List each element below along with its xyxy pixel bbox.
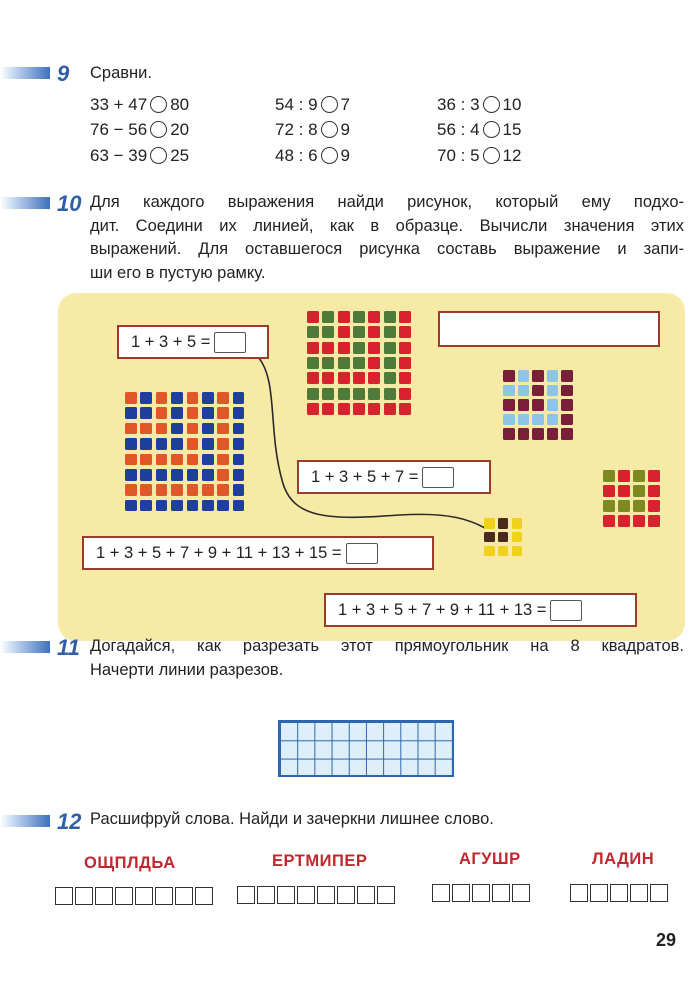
expression-box-1 <box>117 325 269 359</box>
grid-8x8-square <box>171 392 183 404</box>
grid-8x8-square <box>140 484 152 496</box>
grid-5x5-square <box>532 385 544 397</box>
task-12-instruction: Расшифруй слова. Найди и зачеркни лишнее слово. <box>90 810 494 828</box>
grid-5x5-square <box>518 414 530 426</box>
grid-7x7-square <box>368 357 380 369</box>
grid-8x8-square <box>171 469 183 481</box>
grid-8x8-square <box>171 438 183 450</box>
grid-8x8-square <box>233 469 245 481</box>
grid-5x5-square <box>547 385 559 397</box>
grid-7x7-square <box>384 403 396 415</box>
comparison-left: 63 − 39 <box>90 146 148 165</box>
grid-7x7-square <box>384 342 396 354</box>
grid-7x7-square <box>338 372 350 384</box>
task-11-number: 11 <box>57 635 80 660</box>
grid-4x4-square <box>633 515 645 527</box>
grid-3x3-square <box>484 518 495 529</box>
grid-7x7-square <box>368 372 380 384</box>
grid-8x8-square <box>156 469 168 481</box>
grid-8x8-square <box>202 407 214 419</box>
grid-8x8-square <box>125 500 137 512</box>
comparison-right: 9 <box>340 120 351 139</box>
grid-7x7-square <box>353 388 365 400</box>
grid-7x7-square <box>307 357 319 369</box>
grid-8x8-square <box>156 423 168 435</box>
task-11-instruction <box>90 635 684 682</box>
grid-7x7-square <box>353 403 365 415</box>
answer-letter-boxes-3[interactable] <box>432 884 530 902</box>
answer-box[interactable] <box>214 332 246 353</box>
grid-8x8-square <box>233 392 245 404</box>
grid-8x8-square <box>202 454 214 466</box>
grid-4x4-square <box>648 485 660 497</box>
grid-8x8-square <box>202 438 214 450</box>
grid-8x8-square <box>156 454 168 466</box>
grid-7x7-square <box>353 357 365 369</box>
grid-5x5-square <box>503 428 515 440</box>
grid-7x7-square <box>322 326 334 338</box>
task-11-line: Начерти линии разрезов. <box>90 660 284 679</box>
grid-8x8-square <box>217 500 229 512</box>
grid-7x7-square <box>322 403 334 415</box>
grid-5x5-square <box>561 399 573 411</box>
comparison-left: 72 : 8 <box>275 120 318 139</box>
grid-8x8-square <box>202 423 214 435</box>
grid-7x7-square <box>399 311 411 323</box>
answer-box[interactable] <box>550 600 582 621</box>
grid-5x5-square <box>518 385 530 397</box>
grid-3x3-square <box>512 546 523 557</box>
comparison-left: 70 : 5 <box>437 146 480 165</box>
answer-box[interactable] <box>422 467 454 488</box>
grid-8x8-square <box>187 438 199 450</box>
expression-box-2 <box>297 460 491 494</box>
grid-7x7-square <box>338 357 350 369</box>
grid-4x4-square <box>648 515 660 527</box>
expression-box-4 <box>324 593 637 627</box>
grid-5x5-square <box>547 428 559 440</box>
answer-box[interactable] <box>346 543 378 564</box>
grid-3x3-square <box>498 532 509 543</box>
grid-8x8-square <box>187 469 199 481</box>
grid-8x8-square <box>156 484 168 496</box>
comparison-right: 12 <box>502 146 522 165</box>
grid-8x8-square <box>140 407 152 419</box>
grid-7x7-square <box>384 357 396 369</box>
grid-7x7-square <box>384 311 396 323</box>
grid-5x5-square <box>547 370 559 382</box>
task-12-marker <box>0 815 50 827</box>
scrambled-word-4: ЛАДИН <box>592 850 655 868</box>
grid-7x7-square <box>368 326 380 338</box>
grid-7x7-square <box>399 342 411 354</box>
grid-3x3-square <box>512 518 523 529</box>
grid-8x8-square <box>187 454 199 466</box>
grid-7x7-square <box>399 403 411 415</box>
grid-8x8-square <box>217 407 229 419</box>
scrambled-word-2: ЕРТМИПЕР <box>272 852 368 870</box>
grid-5x5-square <box>503 414 515 426</box>
grid-5x5-square <box>561 385 573 397</box>
grid-5x5-square <box>518 370 530 382</box>
grid-8x8-square <box>156 407 168 419</box>
answer-letter-boxes-1[interactable] <box>55 887 213 905</box>
grid-7x7-square <box>338 403 350 415</box>
rectangle-grid[interactable] <box>278 720 454 777</box>
expression-text: 1 + 3 + 5 = <box>131 332 211 351</box>
task-9-number: 9 <box>57 61 70 86</box>
task-10-number: 10 <box>57 191 82 216</box>
grid-8x8-square <box>125 484 137 496</box>
comparison-left: 54 : 9 <box>275 95 318 114</box>
task-10-line: дит. Соедини их линией, как в образце. Вычисли значения этих <box>90 216 684 235</box>
grid-4x4-square <box>633 500 645 512</box>
grid-4x4-square <box>618 470 630 482</box>
grid-7x7-square <box>353 311 365 323</box>
grid-8x8-square <box>171 484 183 496</box>
task-12-number: 12 <box>57 809 82 834</box>
grid-8x8-square <box>187 484 199 496</box>
grid-4x4-square <box>603 515 615 527</box>
grid-8x8-square <box>233 438 245 450</box>
grid-7x7-square <box>399 357 411 369</box>
grid-7x7-square <box>307 403 319 415</box>
grid-5x5-square <box>532 399 544 411</box>
grid-4x4-square <box>603 485 615 497</box>
grid-8x8-square <box>233 454 245 466</box>
grid-8x8-square <box>171 423 183 435</box>
grid-8x8-square <box>187 500 199 512</box>
grid-8x8-square <box>187 392 199 404</box>
comparison-right: 9 <box>340 146 351 165</box>
grid-7x7-square <box>307 342 319 354</box>
grid-5x5-square <box>518 428 530 440</box>
grid-8x8-square <box>140 392 152 404</box>
grid-7x7-square <box>368 311 380 323</box>
grid-8x8-square <box>125 469 137 481</box>
comparison-right: 80 <box>170 95 190 114</box>
comparison-left: 33 + 47 <box>90 95 148 114</box>
grid-7x7-square <box>322 311 334 323</box>
grid-7x7-square <box>307 326 319 338</box>
grid-8x8-square <box>217 423 229 435</box>
grid-4x4-square <box>648 470 660 482</box>
grid-8x8-square <box>187 407 199 419</box>
grid-8x8-square <box>125 392 137 404</box>
grid-7x7-square <box>368 403 380 415</box>
grid-8x8-square <box>156 500 168 512</box>
grid-7x7-square <box>338 326 350 338</box>
grid-8x8-square <box>140 469 152 481</box>
grid-4x4-square <box>633 470 645 482</box>
grid-7x7-square <box>384 388 396 400</box>
grid-5x5-square <box>561 428 573 440</box>
task-11-marker <box>0 641 50 653</box>
task-11-line: Догадайся, как разрезать этот прямоугольник на 8 квадратов. <box>90 637 684 655</box>
grid-8x8-square <box>171 500 183 512</box>
grid-7x7-square <box>307 388 319 400</box>
comparison-left: 48 : 6 <box>275 146 318 165</box>
grid-8x8-square <box>125 438 137 450</box>
grid-8x8-square <box>171 407 183 419</box>
grid-7x7-square <box>307 372 319 384</box>
grid-3x3-square <box>484 532 495 543</box>
grid-8x8-square <box>202 392 214 404</box>
grid-5x5-square <box>561 370 573 382</box>
grid-3x3-square <box>498 546 509 557</box>
grid-8x8-square <box>125 407 137 419</box>
grid-8x8-square <box>125 454 137 466</box>
task-10-line: Для каждого выражения найди рисунок, который ему подхо- <box>90 193 684 211</box>
grid-8x8-square <box>140 454 152 466</box>
grid-4x4-square <box>603 500 615 512</box>
grid-5x5-square <box>547 414 559 426</box>
answer-letter-boxes-2[interactable] <box>237 886 395 904</box>
task-10-line: ши его в пустую рамку. <box>90 263 266 282</box>
comparison-right: 20 <box>170 120 190 139</box>
grid-7x7-square <box>368 388 380 400</box>
grid-8x8-square <box>171 454 183 466</box>
grid-4x4-square <box>633 485 645 497</box>
grid-5x5-square <box>518 399 530 411</box>
grid-8x8-square <box>217 392 229 404</box>
grid-7x7-square <box>353 326 365 338</box>
task-9-instruction: Сравни. <box>90 64 152 82</box>
grid-3x3-square <box>484 546 495 557</box>
grid-5x5-square <box>503 385 515 397</box>
grid-5x5-square <box>503 370 515 382</box>
comparison-right: 7 <box>340 95 351 114</box>
grid-7x7-square <box>338 342 350 354</box>
grid-7x7-square <box>307 311 319 323</box>
grid-4x4-square <box>618 500 630 512</box>
grid-3x3-square <box>498 518 509 529</box>
grid-7x7-square <box>368 342 380 354</box>
grid-7x7-square <box>322 357 334 369</box>
grid-8x8-square <box>140 500 152 512</box>
grid-4x4-square <box>648 500 660 512</box>
grid-5x5-square <box>532 428 544 440</box>
grid-7x7-square <box>338 311 350 323</box>
grid-7x7-square <box>399 326 411 338</box>
grid-7x7-square <box>353 342 365 354</box>
grid-7x7-square <box>384 372 396 384</box>
answer-letter-boxes-4[interactable] <box>570 884 668 902</box>
comparison-right: 10 <box>502 95 522 114</box>
comparison-right: 25 <box>170 146 190 165</box>
comparison-left: 36 : 3 <box>437 95 480 114</box>
scrambled-word-1: ОЩПЛДЬА <box>84 854 176 872</box>
scrambled-word-3: АГУШР <box>459 850 521 868</box>
expression-text: 1 + 3 + 5 + 7 + 9 + 11 + 13 + 15 = <box>96 543 342 562</box>
grid-8x8-square <box>140 423 152 435</box>
expression-text: 1 + 3 + 5 + 7 = <box>311 467 419 486</box>
grid-8x8-square <box>217 438 229 450</box>
grid-4x4-square <box>618 485 630 497</box>
comparison-left: 76 − 56 <box>90 120 148 139</box>
grid-8x8-square <box>233 484 245 496</box>
grid-8x8-square <box>217 484 229 496</box>
grid-8x8-square <box>233 423 245 435</box>
grid-8x8-square <box>233 500 245 512</box>
page-number: 29 <box>655 930 676 950</box>
grid-8x8-square <box>217 469 229 481</box>
grid-8x8-square <box>140 438 152 450</box>
grid-7x7-square <box>322 372 334 384</box>
grid-7x7-square <box>399 372 411 384</box>
comparison-left: 56 : 4 <box>437 120 480 139</box>
grid-7x7-square <box>353 372 365 384</box>
grid-5x5-square <box>561 414 573 426</box>
grid-3x3-square <box>512 532 523 543</box>
grid-5x5-square <box>532 370 544 382</box>
grid-8x8-square <box>187 423 199 435</box>
grid-4x4-square <box>603 470 615 482</box>
grid-8x8-square <box>125 423 137 435</box>
grid-5x5-square <box>532 414 544 426</box>
grid-7x7-square <box>322 388 334 400</box>
expression-box-3 <box>82 536 434 570</box>
grid-5x5-square <box>503 399 515 411</box>
expression-text: 1 + 3 + 5 + 7 + 9 + 11 + 13 = <box>338 600 547 619</box>
grid-4x4-square <box>618 515 630 527</box>
grid-8x8-square <box>202 469 214 481</box>
grid-8x8-square <box>202 500 214 512</box>
grid-7x7-square <box>322 342 334 354</box>
grid-8x8-square <box>156 438 168 450</box>
grid-8x8-square <box>217 454 229 466</box>
empty-expression-frame[interactable] <box>438 311 660 347</box>
task-10-line: выражений. Для оставшегося рисунка составь выражение и запи- <box>90 240 684 258</box>
grid-8x8-square <box>202 484 214 496</box>
grid-7x7-square <box>338 388 350 400</box>
grid-8x8-square <box>156 392 168 404</box>
comparison-right: 15 <box>502 120 522 139</box>
grid-5x5-square <box>547 399 559 411</box>
grid-8x8-square <box>233 407 245 419</box>
grid-7x7-square <box>384 326 396 338</box>
grid-7x7-square <box>399 388 411 400</box>
